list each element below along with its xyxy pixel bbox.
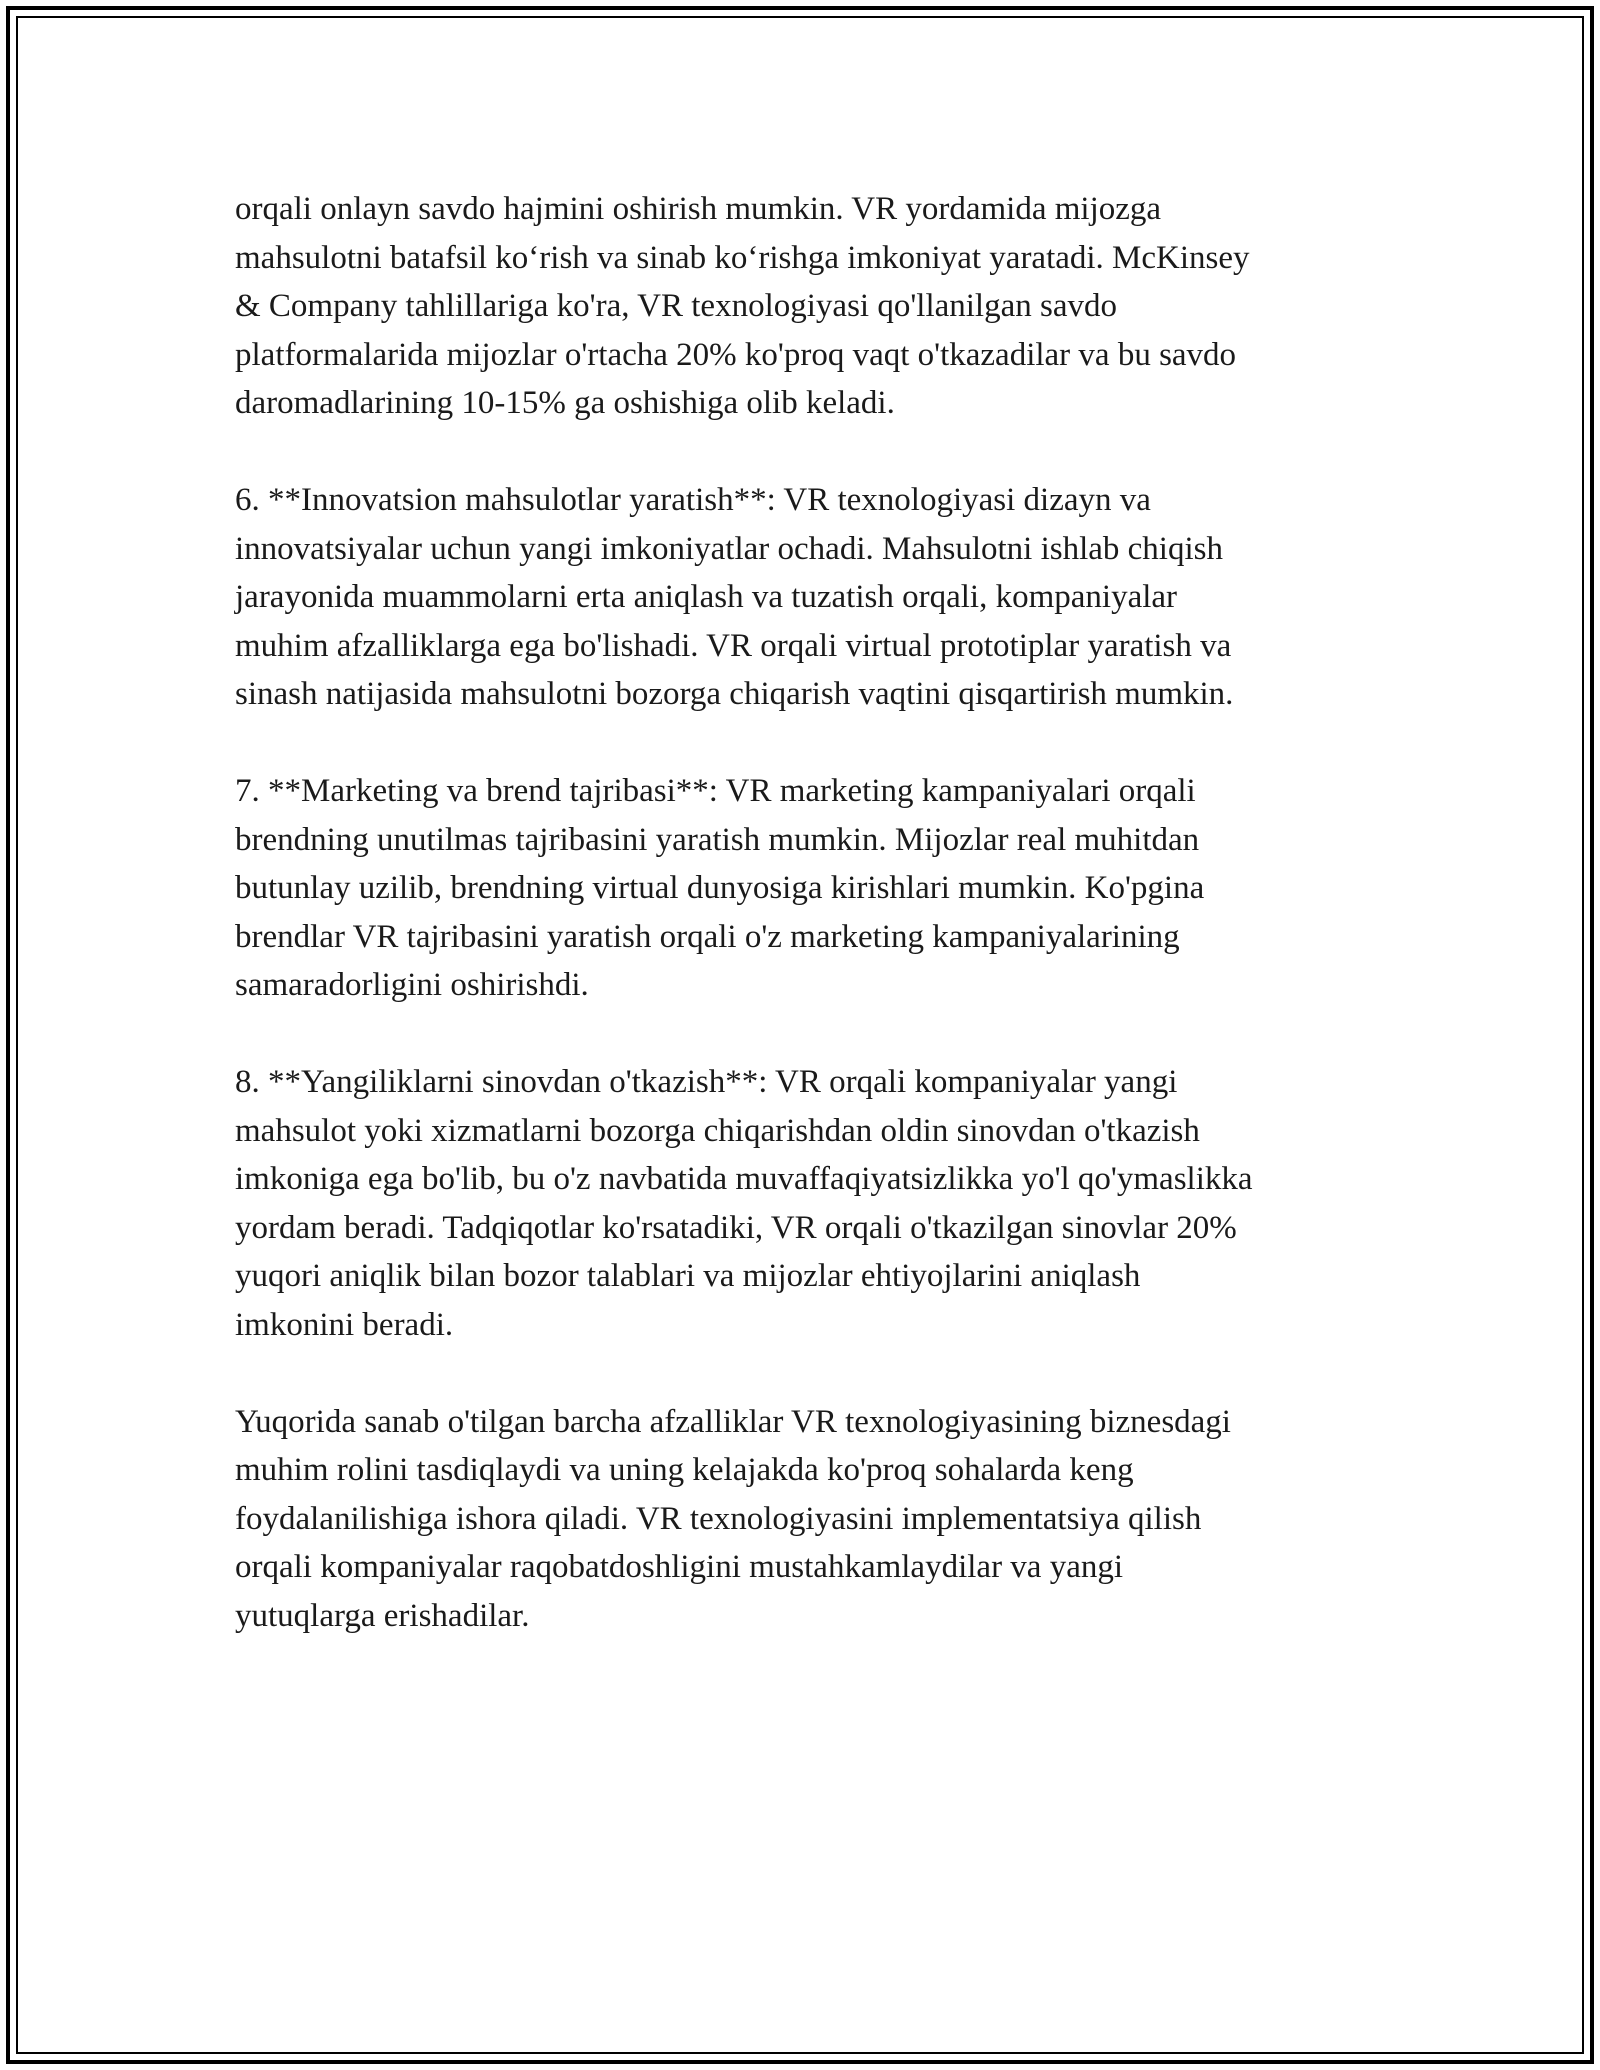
paragraph-testing-innovations: 8. **Yangiliklarni sinovdan o'tkazish**: VR orqali kompaniyalar yangi mahsulot yoki xizmatlarni bozorga chiqarishdan oldin sinovdan o'tkazish imkoniga ega bo'lib, bu o'z navbatida muvaffaqiyatsizlikka yo'l qo'ymaslikka yordam beradi. Tadqiqotlar ko'rsatadiki, VR orqali o'tkazilgan sinovlar 20% yuqori aniqlik bilan bozor talablari va mijozlar ehtiyojlarini aniqlash imkonini beradi.	[235, 1064, 1253, 1343]
paragraph-conclusion: Yuqorida sanab o'tilgan barcha afzalliklar VR texnologiyasining biznesdagi muhim rolini tasdiqlaydi va uning kelajakda ko'proq sohalarda keng foydalanilishiga ishora qiladi. VR texnologiyasini implementatsiya qilish orqali kompaniyalar raqobatdoshligini mustahkamlaydilar va yangi yutuqlarga erishadilar.	[235, 1403, 1231, 1634]
paragraph-marketing-brand: 7. **Marketing va brend tajribasi**: VR marketing kampaniyalari orqali brendning unutilmas tajribasini yaratish mumkin. Mijozlar real muhitdan butunlay uzilib, brendning virtual dunyosiga kirishlari mumkin. Ko'pgina brendlar VR tajribasini yaratish orqali o'z marketing kampaniyalarining samaradorligini oshirishdi.	[235, 773, 1205, 1003]
document-body	[235, 185, 1375, 1689]
paragraph-innovative-products: 6. **Innovatsion mahsulotlar yaratish**: VR texnologiyasi dizayn va innovatsiyalar uchun yangi imkoniyatlar ochadi. Mahsulotni ishlab chiqish jarayonida muammolarni erta aniqlash va tuzatish orqali, kompaniyalar muhim afzalliklarga ega bo'lishadi. VR orqali virtual prototiplar yaratish va sinash natijasida mahsulotni bozorga chiqarish vaqtini qisqartirish mumkin.	[235, 482, 1234, 712]
paragraph-online-sales: orqali onlayn savdo hajmini oshirish mumkin. VR yordamida mijozga mahsulotni batafsil ko‘rish va sinab ko‘rishga imkoniyat yaratadi. McKinsey & Company tahlillariga ko'ra, VR texnologiyasi qo'llanilgan savdo platformalarida mijozlar o'rtacha 20% ko'proq vaqt o'tkazadilar va bu savdo daromadlarining 10-15% ga oshishiga olib keladi.	[235, 191, 1250, 421]
